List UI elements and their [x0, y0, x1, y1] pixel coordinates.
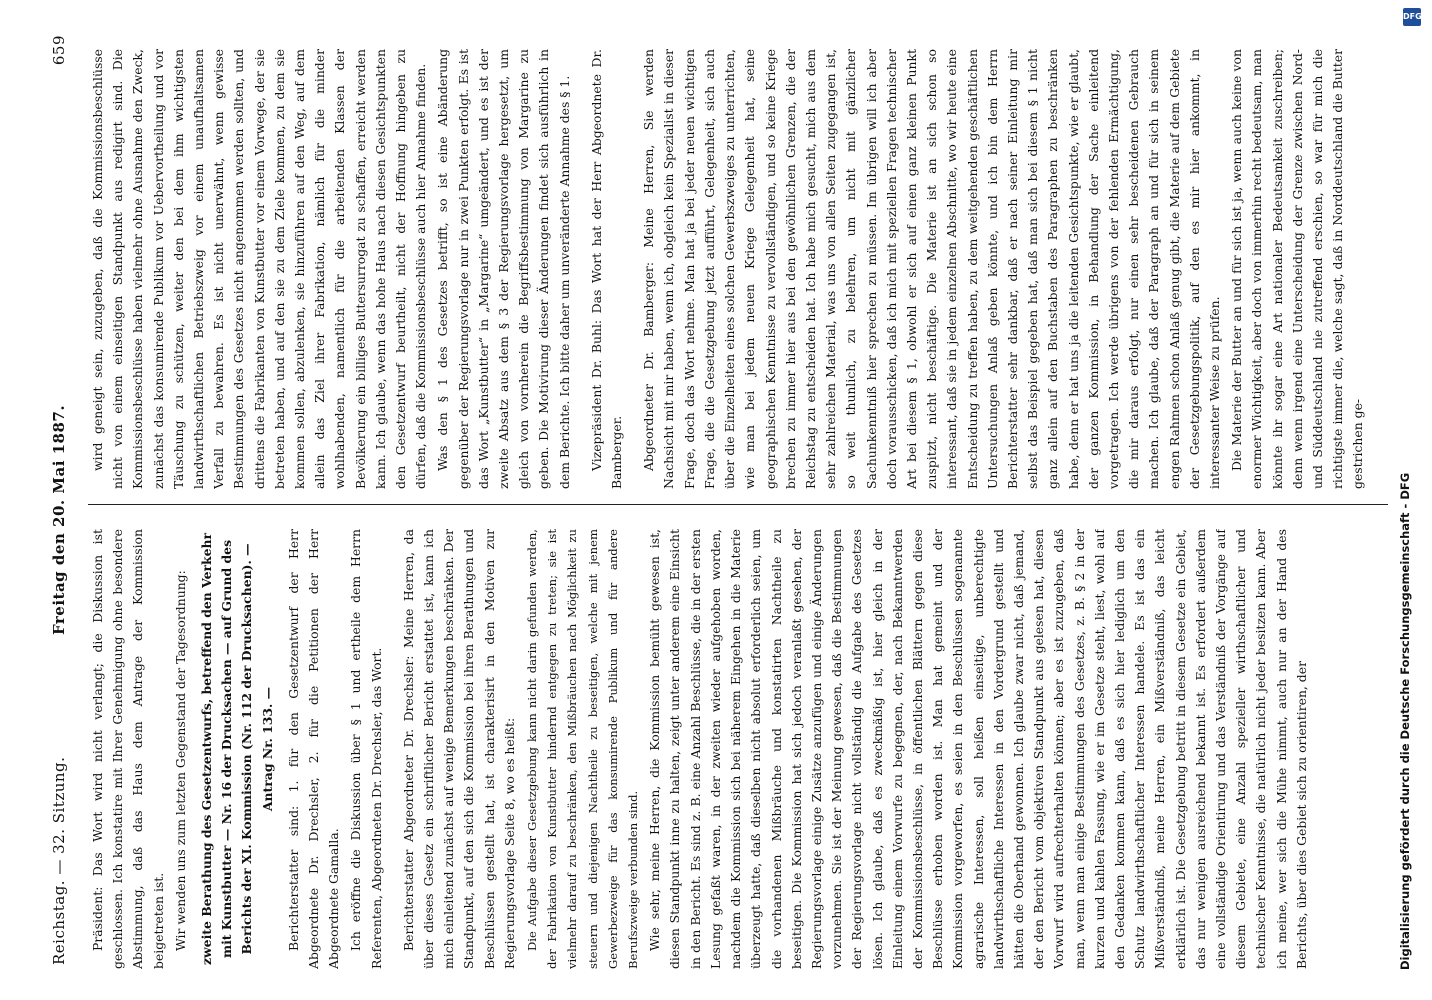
paragraph: Ich eröffne die Diskussion über § 1 und ertheile dem Herrn Referenten, Abgeordneten Dr. Drechsler, das Wort. — [348, 529, 384, 969]
quoted-paragraph: Die Aufgabe dieser Gesetzgebung kann nicht darin gefunden werden, der Fabrikation von Kunstbutter hindernd entgegen zu treten; sie ist vielmehr darauf zu beschränken, den Mißbräuchen nach Möglichkeit zu steuern und diejenigen Nachtheile zu beseitigen, welche mit jenem Gewerbezweige für das konsumirende Publikum und für andere Berufszweige verbunden sind. — [525, 529, 641, 969]
text-column-left — [88, 529, 1388, 969]
digitization-credit — [1398, 30, 1424, 970]
dfg-logo: DFG — [1403, 8, 1421, 26]
paragraph: Berichterstatter Abgeordneter Dr. Drechsler: Meine Herren, da über dieses Gesetz ein schriftlicher Bericht erstattet ist, kann ich mich einleitend zunächst auf wenige Bemerkungen beschränken. Der Standpunkt, auf den sich die Kommission bei ihren Berathungen und Beschlüssen gestellt hat, ist charakterisirt in den Motiven zur Regierungsvorlage Seite 8, wo es heißt: — [400, 529, 517, 969]
rotated-page — [40, 25, 1410, 975]
column-divider — [88, 504, 1388, 505]
paragraph: Die Materie der Butter an und für sich ist ja, wenn auch keine von enormer Wichtigkeit, aber doch von immerhin recht bedeutsam, man könnte ihr sogar eine Art nationaler Bedeutsamkeit zuschreiben; denn wenn irgend eine Unterscheidung der Grenze zwischen Nord- und Süddeutschland nie zutreffend erschien, so war für mich die richtigste immer die, welche sagt, daß in Norddeutschland die Butter gestrichen ge- — [1229, 49, 1366, 489]
paragraph: wird geneigt sein, zuzugeben, daß die Kommissionsbeschlüsse nicht von einem einseitigen Standpunkt aus redigirt sind. Die Kommissionsbeschlüsse haben vielmehr ohne Ausnahme den Zweck, zunächst das konsumirende Publikum vor Uebervortheilung und vor Täuschung zu schützen, weiter den bei dem ihm wichtigsten landwirthschaftlichen Betriebszweig vor einem unaufhaltsamen Verfall zu bewahren. Es ist nicht unerwähnt, wenn gewisse Bestimmungen des Gesetzes nicht angenommen werden sollten, und drittens die Fabrikanten von Kunstbutter vor einem Vorwege, der sie betreten haben, und auf den sie zu dem Ziele kommen, zu dem sie kommen sollen, abzulenken, sie hinzuführen auf den Weg, auf dem allein das Ziel ihrer Fabrikation, nämlich für die minder wohlhabenden, namentlich für die arbeitenden Klassen der Bevölkerung ein billiges Buttersurrogat zu schaffen, erreicht werden kann. Ich glaube, wenn das hohe Haus nach diesen Gesichtspunkten den Gesetzentwurf beurtheilt, nicht der Hoffnung hingeben zu dürfen, daß die Kommissionsbeschlüsse auch hier Annahme finden. — [90, 49, 429, 489]
paragraph: Präsident: Das Wort wird nicht verlangt; die Diskussion ist geschlossen. Ich konstatire mit Ihrer Genehmigung ohne besondere Abstimmung, daß das Haus dem Antrage der Kommission beigetreten ist. — [90, 529, 166, 969]
digitization-credit-text: Digitalisierung gefördert durch die Deutsche Forschungsgemeinschaft - DFG — [1398, 472, 1412, 970]
paragraph: Wir wenden uns zum letzten Gegenstand der Tagesordnung: — [172, 570, 188, 951]
running-header — [46, 25, 80, 975]
text-column-right — [88, 49, 1388, 489]
section-heading: zweite Berathung des Gesetzentwurfs, betreffend den Verkehr mit Kunstbutter — Nr. 16 der Drucksachen — auf Grund des Berichts der XI. Kommission (Nr. 112 der Drucksachen). — Antrag Nr. 133. — — [199, 533, 275, 966]
paragraph: Abgeordneter Dr. Bamberger: Meine Herren, Sie werden Nachsicht mit mir haben, wenn ich, obgleich kein Spezialist in dieser Frage, doch das Wort nehme. Man hat ja bei jeder neuen wichtigen Frage, die die Gesetzgebung jetzt aufführt, Gelegenheit, sich auch über die Einzelheiten eines solchen Gewerbszweiges zu unterrichten, wie man bei jedem neuen Kriege Gelegenheit hat, seine geographischen Kenntnisse zu vervollständigen, und so keine Kriege brechen zu immer hier aus bei den gewöhnlichen Grenzen, die der Reichstag zu entscheiden hat. Ich habe mich gesucht, mich aus dem sehr zahlreichen Material, was uns von allen Seiten zugegangen ist, so weit thunlich, zu belehren, um nicht mit gänzlicher Sachunkenntniß hier sprechen zu müssen. Im übrigen will ich aber doch vorausschicken, daß ich mich mit speziellen Fragen technischer Art bei diesem § 1, obwohl er sich auf einen ganz kleinen Punkt zuspitzt, nicht beschäftige. Die Materie ist an sich schon so interessant, daß sie in jedem einzelnen Abschnitte, wo wir heute eine Entscheidung zu treffen haben, zu dem weitgehenden geschäftlichen Untersuchungen Anlaß geben könnte, und ich bin dem Herrn Berichterstatter sehr dankbar, daß er nach seiner Einleitung mir selbst das Beispiel gegeben hat, daß man sich bei diesem § 1 nicht ganz allein auf den Buchstaben des Paragraphen zu beschränken habe, denn er hat uns ja die leitenden Gesichtspunkte, wie er glaubt, der ganzen Kommission, in Behandlung der Sache einleitend vorgetragen. Ich werde übrigens von der fehlenden Ermächtigung, die mir daraus erfolgt, nur einen sehr bescheidenen Gebrauch machen. Ich glaube, daß der Paragraph an und für sich in seinem engen Rahmen schon Anlaß genug gibt, die Materie auf dem Gebiete der Gesetzgebungspolitik, auf den es mir hier ankommt, in interessanter Weise zu prüfen. — [641, 49, 1222, 489]
paragraph: Berichterstatter sind: 1. für den Gesetzentwurf der Herr Abgeordnete Dr. Drechsler, 2. für die Petitionen der Herr Abgeordnete Gamalla. — [285, 529, 342, 969]
paragraph: Wie sehr, meine Herren, die Kommission bemüht gewesen ist, diesen Standpunkt inne zu halten, zeigt unter anderem eine Einsicht in den Bericht. Es sind z. B. eine Anzahl Beschlüsse, die in der ersten Lesung gefaßt waren, in der zweiten wieder aufgehoben worden, nachdem die Kommission sich bei näherem Eingehen in die Materie überzeugt hatte, daß dieselben nicht absolut erforderlich seien, um die vorhandenen Mißbräuche und konstatirten Nachtheile zu beseitigen. Die Kommission hat sich jedoch veranlaßt gesehen, der Regierungsvorlage einige Zusätze anzufügen und einige Änderungen vorzunehmen. Sie ist der Meinung gewesen, daß die Bestimmungen der Regierungsvorlage nicht vollständig die Aufgabe des Gesetzes lösen. Ich glaube, daß es zweckmäßig ist, hier gleich in der Einleitung einem Vorwurfe zu begegnen, der, nach Bekanntwerden der Kommissionsbeschlüsse, in öffentlichen Blättern gegen diese Beschlüsse erhoben worden ist. Man hat gemeint und der Kommission vorgeworfen, es seien in den Beschlüssen sogenannte agrarische Interessen, soll heißen einseitige, unberechtigte landwirthschaftliche Interessen in den Vordergrund gestellt und hätten die Oberhand gewonnen. Ich glaube zwar nicht, daß jemand, der den Bericht vom objektiven Standpunkt aus gelesen hat, diesen Vorwurf wird aufrechterhalten können; aber es ist zuzugeben, daß man, wenn man einige Bestimmungen des Gesetzes, z. B. § 2 in der kurzen und kahlen Fassung, wie er im Gesetze steht, liest, wohl auf den Gedanken kommen kann, daß es sich hier lediglich um den Schutz landwirthschaftlicher Interessen handele. Es ist das ein Mißverständniß, meine Herren, ein Mißverständniß, das leicht erklärlich ist. Die Gesetzgebung betritt in diesem Gesetze ein Gebiet, das nur wenigen ausreichend bekannt ist. Es erfordert außerdem eine vollständige Orientirung und das Verständniß der Vorgänge auf diesem Gebiete, eine Anzahl spezieller wirthschaftlicher und technischer Kenntnisse, die natürlich nicht jeder besitzen kann. Aber ich meine, wer sich die Mühe nimmt, auch nur an der Hand des Berichts, über dies Gebiet sich zu orientiren, der — [647, 529, 1309, 969]
page-number: 659 — [50, 35, 68, 66]
header-date: Freitag den 20. Mai 1887. — [50, 404, 68, 635]
header-session: Reichstag. — 32. Sitzung. — [50, 756, 68, 965]
paragraph: Vizepräsident Dr. Buhl: Das Wort hat der Herr Abgeordnete Dr. Bamberger. — [588, 49, 625, 489]
paragraph: Was den § 1 des Gesetzes betrifft, so ist eine Abänderung gegenüber der Regierungsvorlage nur in zwei Punkten erfolgt. Es ist das Wort „Kunstbutter“ in „Margarine“ umgeändert, und es ist der zweite Absatz aus dem § 3 der Regierungsvorlage hergesetzt, um gleich von vornherein die Begriffsbestimmung von Margarine zu geben. Die Motivirung dieser Änderungen findet sich ausführlich in dem Berichte. Ich bitte daher um unveränderte Annahme des § 1. — [435, 49, 572, 489]
